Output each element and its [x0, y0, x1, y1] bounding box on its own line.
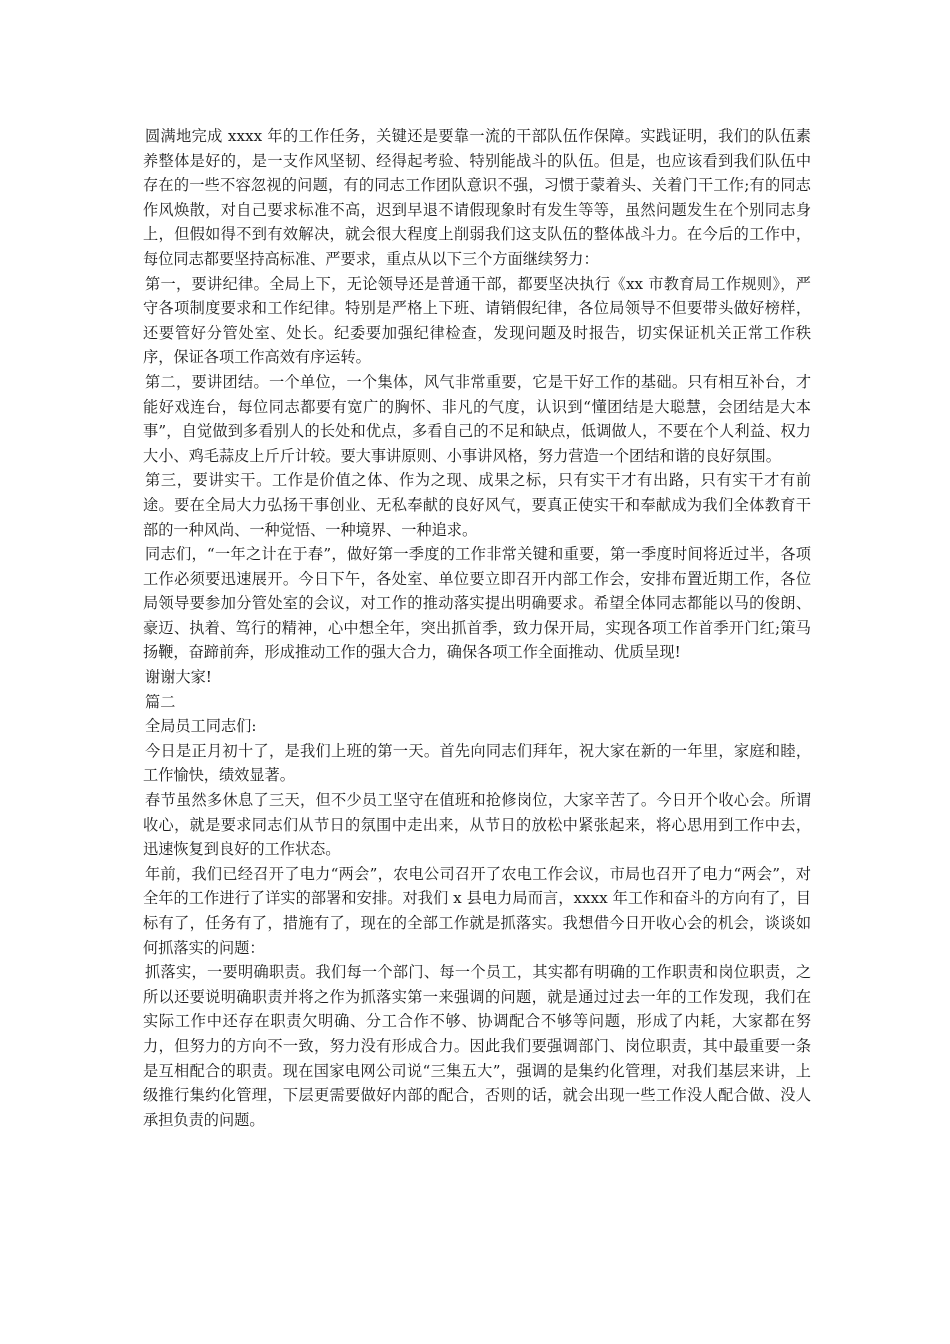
salutation: 全局员工同志们:: [145, 717, 257, 736]
paragraph: 抓落实，一要明确职责。我们每一个部门、每一个员工，其实都有明确的工作职责和岗位职责，之所以还要说明确职责并将之作为抓落实第一来强调的问题，就是通过过去一年的工作发现，我们在实际工作中还存在职责欠明确、分工合作不够、协调配合不够等问题，形成了内耗，大家都在努力，但努力的方向不一致，努力没有形成合力。因此我们要强调部门、岗位职责，其中最重要一条是互相配合的职责。现在国家电网公司说“三集五大”，强调的是集约化管理，对我们基层来讲，上级推行集约化管理，下层更需要做好内部的配合，否则的话，就会出现一些工作没人配合做、没人承担负责的问题。: [143, 963, 811, 1129]
paragraph: 第二，要讲团结。一个单位，一个集体，风气非常重要，它是干好工作的基础。只有相互补台，才能好戏连台，每位同志都要有宽广的胸怀、非凡的气度，认识到“懂团结是大聪慧，会团结是大本事”，自觉做到多看别人的长处和优点，多看自己的不足和缺点，低调做人，不要在个人利益、权力大小、鸡毛蒜皮上斤斤计较。要大事讲原则、小事讲风格，努力营造一个团结和谐的良好氛围。: [143, 372, 811, 465]
paragraph: 第一，要讲纪律。全局上下，无论领导还是普通干部，都要坚决执行《xx 市教育局工作规则》，严守各项制度要求和工作纪律。特别是严格上下班、请销假纪律，各位局领导不但要带头做好榜样，还要管好分管处室、处长。纪委要加强纪律检查，发现问题及时报告，切实保证机关正常工作秩序，保证各项工作高效有序运转。: [143, 274, 811, 367]
document-page: [143, 124, 811, 1132]
paragraph: 第三，要讲实干。工作是价值之体、作为之现、成果之标，只有实干才有出路，只有实干才有前途。要在全局大力弘扬干事创业、无私奉献的良好风气，要真正使实干和奉献成为我们全体教育干部的一种风尚、一种觉悟、一种境界、一种追求。: [143, 471, 811, 539]
closing-line: 谢谢大家!: [145, 668, 212, 687]
paragraph: 春节虽然多休息了三天，但不少员工坚守在值班和抢修岗位，大家辛苦了。今日开个收心会。所谓收心，就是要求同志们从节日的氛围中走出来，从节日的放松中紧张起来，将心思用到工作中去，迅速恢复到良好的工作状态。: [143, 791, 811, 859]
paragraph: 年前，我们已经召开了电力“两会”，农电公司召开了农电工作会议，市局也召开了电力“两会”，对全年的工作进行了详实的部署和安排。对我们 x 县电力局而言，xxxx 年工作和奋斗的方向有了，目标有了，任务有了，措施有了，现在的全部工作就是抓落实。我想借今日开收心会的机会，谈谈如何抓落实的问题：: [143, 864, 811, 957]
section-heading: 篇二: [145, 692, 176, 711]
paragraph: 圆满地完成 xxxx 年的工作任务，关键还是要靠一流的干部队伍作保障。实践证明，我们的队伍素养整体是好的，是一支作风坚韧、经得起考验、特别能战斗的队伍。但是，也应该看到我们队伍中存在的一些不容忽视的问题，有的同志工作团队意识不强，习惯于蒙着头、关着门干工作;有的同志作风焕散，对自己要求标准不高，迟到早退不请假现象时有发生等等，虽然问题发生在个别同志身上，但假如得不到有效解决，就会很大程度上削弱我们这支队伍的整体战斗力。在今后的工作中，每位同志都要坚持高标准、严要求，重点从以下三个方面继续努力：: [143, 127, 811, 268]
paragraph: 今日是正月初十了，是我们上班的第一天。首先向同志们拜年，祝大家在新的一年里，家庭和睦，工作愉快，绩效显著。: [143, 741, 811, 785]
paragraph: 同志们，“一年之计在于春”，做好第一季度的工作非常关键和重要，第一季度时间将近过半，各项工作必须要迅速展开。今日下午，各处室、单位要立即召开内部工作会，安排布置近期工作，各位局领导要参加分管处室的会议，对工作的推动落实提出明确要求。希望全体同志都能以马的俊朗、豪迈、执着、笃行的精神，心中想全年，突出抓首季，致力保开局，实现各项工作首季开门红;策马扬鞭，奋蹄前奔，形成推动工作的强大合力，确保各项工作全面推动、优质呈现!: [143, 545, 811, 662]
